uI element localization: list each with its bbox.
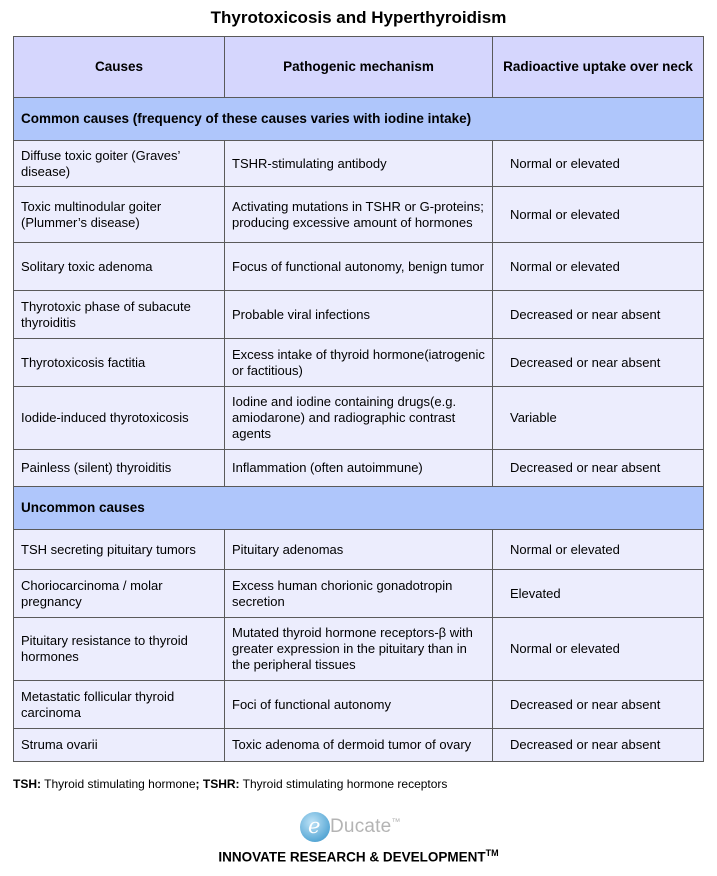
footnote-tsh-abbr: TSH: bbox=[13, 777, 41, 791]
uptake-cell: Decreased or near absent bbox=[493, 450, 704, 487]
uptake-cell: Normal or elevated bbox=[493, 187, 704, 243]
educate-logo bbox=[300, 812, 420, 842]
uptake-cell: Normal or elevated bbox=[493, 618, 704, 681]
section-header-row bbox=[14, 487, 704, 530]
uptake-cell: Elevated bbox=[493, 570, 704, 618]
uptake-cell: Decreased or near absent bbox=[493, 681, 704, 729]
uptake-cell: Normal or elevated bbox=[493, 243, 704, 291]
mechanism-cell: Inflammation (often autoimmune) bbox=[225, 450, 493, 487]
cause-cell: Metastatic follicular thyroid carcinoma bbox=[14, 681, 225, 729]
section-title: Uncommon causes bbox=[14, 487, 704, 530]
footnote-separator: ; bbox=[195, 777, 200, 791]
footnote-tsh-text: Thyroid stimulating hormone bbox=[44, 777, 196, 791]
cause-cell: TSH secreting pituitary tumors bbox=[14, 530, 225, 570]
cause-cell: Pituitary resistance to thyroid hormones bbox=[14, 618, 225, 681]
footnote-tshr-text: Thyroid stimulating hormone receptors bbox=[242, 777, 448, 791]
mechanism-cell: Focus of functional autonomy, benign tumor bbox=[225, 243, 493, 291]
causes-table bbox=[13, 36, 704, 762]
uptake-cell: Decreased or near absent bbox=[493, 339, 704, 387]
footer-trademark: TM bbox=[485, 848, 499, 858]
cause-cell: Diffuse toxic goiter (Graves’ disease) bbox=[14, 141, 225, 187]
table-row bbox=[14, 291, 704, 339]
header-mechanism: Pathogenic mechanism bbox=[225, 37, 493, 98]
mechanism-cell: Excess human chorionic gonadotropin secretion bbox=[225, 570, 493, 618]
mechanism-cell: Foci of functional autonomy bbox=[225, 681, 493, 729]
uptake-cell: Decreased or near absent bbox=[493, 291, 704, 339]
section-title: Common causes (frequency of these causes varies with iodine intake) bbox=[14, 98, 704, 141]
mechanism-cell: Iodine and iodine containing drugs(e.g. amiodarone) and radiographic contrast agents bbox=[225, 387, 493, 450]
cause-cell: Iodide-induced thyrotoxicosis bbox=[14, 387, 225, 450]
footer-text: INNOVATE RESEARCH & DEVELOPMENT bbox=[218, 849, 486, 865]
cause-cell: Choriocarcinoma / molar pregnancy bbox=[14, 570, 225, 618]
table-row bbox=[14, 450, 704, 487]
table-row bbox=[14, 339, 704, 387]
page-title: Thyrotoxicosis and Hyperthyroidism bbox=[210, 8, 507, 27]
uptake-cell: Normal or elevated bbox=[493, 141, 704, 187]
mechanism-cell: Probable viral infections bbox=[225, 291, 493, 339]
uptake-cell: Normal or elevated bbox=[493, 530, 704, 570]
table-row bbox=[14, 618, 704, 681]
footnote bbox=[13, 777, 447, 791]
table-row bbox=[14, 570, 704, 618]
header-uptake: Radioactive uptake over neck bbox=[493, 37, 704, 98]
uptake-cell: Decreased or near absent bbox=[493, 729, 704, 762]
logo-trademark: ™ bbox=[391, 816, 401, 827]
mechanism-cell: Pituitary adenomas bbox=[225, 530, 493, 570]
mechanism-cell: Toxic adenoma of dermoid tumor of ovary bbox=[225, 729, 493, 762]
table-row bbox=[14, 530, 704, 570]
section-header-row bbox=[14, 98, 704, 141]
uptake-cell: Variable bbox=[493, 387, 704, 450]
mechanism-cell: Activating mutations in TSHR or G-proteins; producing excessive amount of hormones bbox=[225, 187, 493, 243]
header-causes: Causes bbox=[14, 37, 225, 98]
mechanism-cell: Mutated thyroid hormone receptors-β with greater expression in the pituitary than in the peripheral tissues bbox=[225, 618, 493, 681]
footer-title bbox=[0, 848, 717, 865]
table-row bbox=[14, 387, 704, 450]
table-row bbox=[14, 681, 704, 729]
cause-cell: Painless (silent) thyroiditis bbox=[14, 450, 225, 487]
logo-wordmark: Ducate bbox=[330, 816, 392, 837]
cause-cell: Struma ovarii bbox=[14, 729, 225, 762]
cause-cell: Toxic multinodular goiter (Plummer’s disease) bbox=[14, 187, 225, 243]
cause-cell: Solitary toxic adenoma bbox=[14, 243, 225, 291]
footnote-tshr-abbr: TSHR: bbox=[202, 777, 240, 791]
table-body bbox=[14, 98, 704, 762]
table-row bbox=[14, 187, 704, 243]
table-header bbox=[14, 37, 704, 98]
table-row bbox=[14, 729, 704, 762]
mechanism-cell: Excess intake of thyroid hormone(iatrogenic or factitious) bbox=[225, 339, 493, 387]
cause-cell: Thyrotoxic phase of subacute thyroiditis bbox=[14, 291, 225, 339]
cause-cell: Thyrotoxicosis factitia bbox=[14, 339, 225, 387]
mechanism-cell: TSHR-stimulating antibody bbox=[225, 141, 493, 187]
table-row bbox=[14, 141, 704, 187]
logo-letter: e bbox=[308, 814, 321, 838]
logo-text bbox=[330, 816, 401, 838]
table-row bbox=[14, 243, 704, 291]
